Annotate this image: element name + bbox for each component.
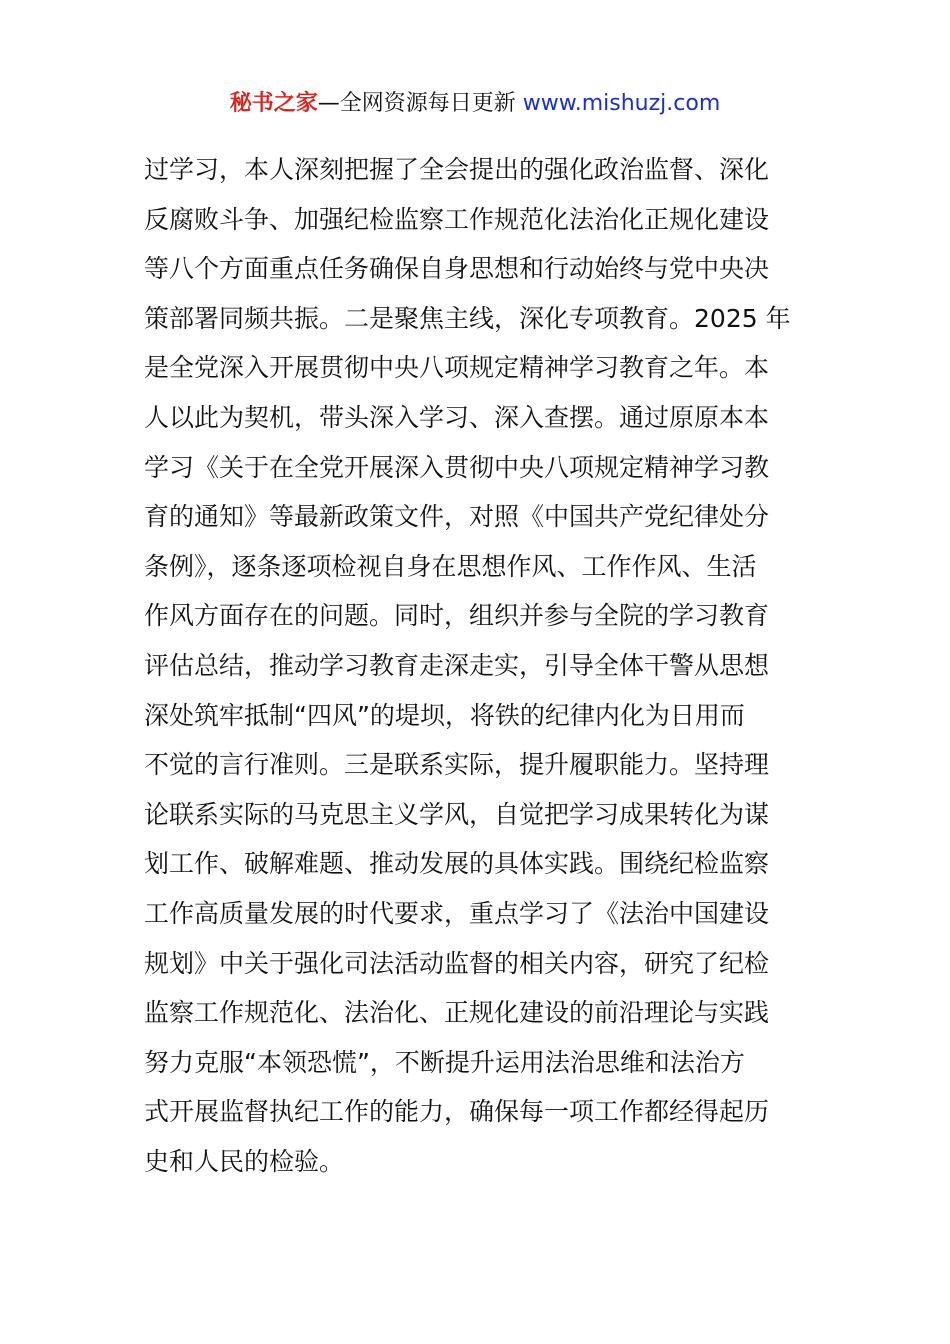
text-line: 努力克服“本领恐慌”，不断提升运用法治思维和法治方: [144, 1047, 745, 1077]
text-line: 规划》中关于强化司法活动监督的相关内容，研究了纪检: [144, 948, 770, 978]
text-line: 是全党深入开展贯彻中央八项规定精神学习教育之年。本: [144, 353, 770, 383]
text-line: 工作高质量发展的时代要求，重点学习了《法治中国建设: [144, 898, 770, 928]
text-line: 策部署同频共振。二是聚焦主线，深化专项教育。2025 年: [144, 303, 791, 333]
text-line: 育的通知》等最新政策文件，对照《中国共产党纪律处分: [144, 502, 770, 532]
text-line: 论联系实际的马克思主义学风，自觉把学习成果转化为谋: [144, 799, 770, 829]
website-url[interactable]: www.mishuzj.com: [522, 91, 721, 116]
text-line: 监察工作规范化、法治化、正规化建设的前沿理论与实践: [144, 998, 770, 1028]
page-header: [0, 88, 950, 120]
text-line: 等八个方面重点任务确保自身思想和行动始终与党中央决: [144, 254, 770, 284]
text-line: 不觉的言行准则。三是联系实际，提升履职能力。坚持理: [144, 750, 770, 780]
text-line: 史和人民的检验。: [144, 1146, 345, 1176]
text-line: 评估总结，推动学习教育走深走实，引导全体干警从思想: [144, 650, 770, 680]
text-line: 人以此为契机，带头深入学习、深入查摆。通过原原本本: [144, 402, 770, 432]
text-line: 反腐败斗争、加强纪检监察工作规范化法治化正规化建设: [144, 204, 770, 234]
text-line: 划工作、破解难题、推动发展的具体实践。围绕纪检监察: [144, 849, 770, 879]
body-paragraph: [144, 145, 814, 1186]
brand-name: 秘书之家: [229, 91, 318, 116]
text-line: 过学习，本人深刻把握了全会提出的强化政治监督、深化: [144, 155, 770, 184]
header-tagline: —全网资源每日更新: [317, 91, 523, 116]
text-line: 深处筑牢抵制“四风”的堤坝，将铁的纪律内化为日用而: [144, 700, 745, 730]
text-line: 条例》，逐条逐项检视自身在思想作风、工作作风、生活: [144, 551, 757, 581]
text-line: 作风方面存在的问题。同时，组织并参与全院的学习教育: [144, 601, 770, 631]
text-line: 学习《关于在全党开展深入贯彻中央八项规定精神学习教: [144, 452, 770, 482]
text-line: 式开展监督执纪工作的能力，确保每一项工作都经得起历: [144, 1097, 770, 1127]
